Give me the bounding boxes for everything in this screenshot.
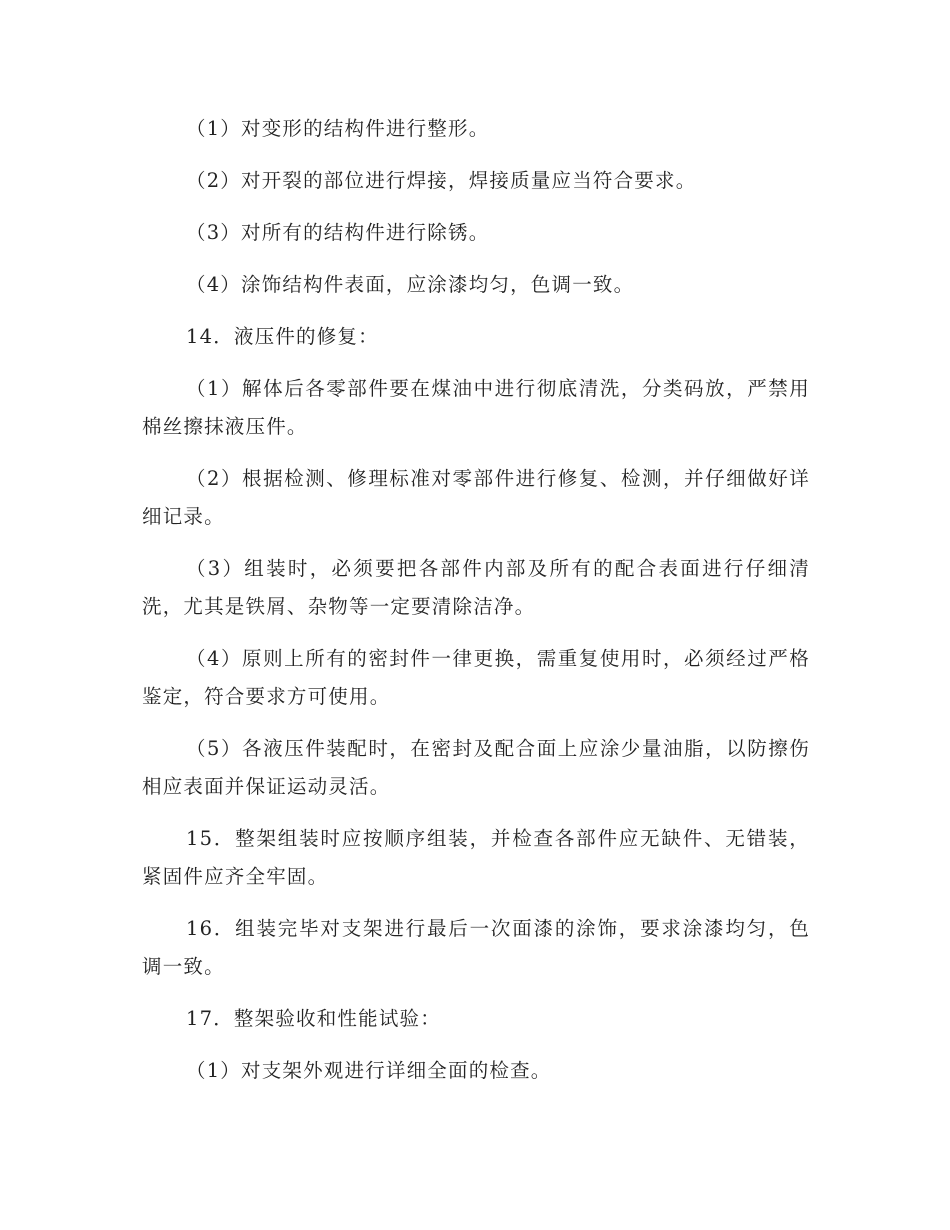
section-heading-17: 17．整架验收和性能试验： [186, 1007, 441, 1030]
paragraph-6: （2）根据检测、修理标准对零部件进行修复、检测，并仔细做好详细记录。 [142, 467, 810, 528]
paragraph-7: （3）组装时，必须要把各部件内部及所有的配合表面进行仔细清洗，尤其是铁屑、杂物等一定要清除洁净。 [142, 557, 810, 618]
section-item-16: 16．组装完毕对支架进行最后一次面漆的涂饰，要求涂漆均匀，色调一致。 [142, 917, 810, 978]
paragraph-5: （1）解体后各零部件要在煤油中进行彻底清洗，分类码放，严禁用棉丝擦抹液压件。 [142, 377, 810, 438]
section-heading-14: 14．液压件的修复： [186, 325, 379, 348]
paragraph-3: （3）对所有的结构件进行除锈。 [186, 221, 490, 244]
paragraph-10: （1）对支架外观进行详细全面的检查。 [186, 1059, 552, 1082]
document-body [142, 110, 810, 1090]
paragraph-9: （5）各液压件装配时，在密封及配合面上应涂少量油脂，以防擦伤相应表面并保证运动灵活。 [142, 737, 810, 798]
paragraph-1: （1）对变形的结构件进行整形。 [186, 117, 490, 140]
paragraph-4: （4）涂饰结构件表面，应涂漆均匀，色调一致。 [186, 273, 635, 296]
paragraph-2: （2）对开裂的部位进行焊接，焊接质量应当符合要求。 [186, 169, 697, 192]
section-item-15: 15．整架组装时应按顺序组装，并检查各部件应无缺件、无错装，紧固件应齐全牢固。 [142, 827, 810, 888]
paragraph-8: （4）原则上所有的密封件一律更换，需重复使用时，必须经过严格鉴定，符合要求方可使用。 [142, 647, 810, 708]
